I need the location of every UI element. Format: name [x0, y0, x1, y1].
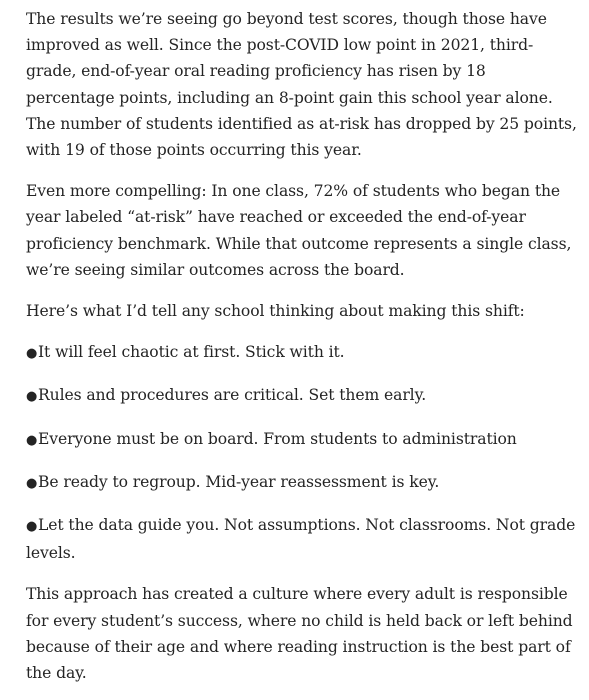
- list-item-text: Let the data guide you. Not assumptions. Not classrooms. Not grade levels.: [26, 516, 576, 563]
- list-item-text: It will feel chaotic at first. Stick with it.: [38, 343, 345, 362]
- bullet-icon: ●: [26, 475, 38, 491]
- paragraph-results: The results we’re seeing go beyond test scores, though those have improved as well. Since the post-COVID low point in 2021, third-grade, end-of-year oral reading proficiency has risen by 18 percentage points, including an 8-point gain this school year alone. The number of students identified as at-risk has dropped by 25 points, with 19 of those points occurring this year.: [26, 10, 577, 160]
- bullet-icon: ●: [26, 432, 38, 448]
- list-item: [26, 339, 577, 367]
- paragraph-compelling: Even more compelling: In one class, 72% of students who began the year labeled “at-risk” have reached or exceeded the end-of-year proficiency benchmark. While that outcome represents a single class, we’re seeing similar outcomes across the board.: [26, 182, 572, 279]
- list-item-text: Be ready to regroup. Mid-year reassessment is key.: [38, 472, 440, 491]
- paragraph-advice-intro: Here’s what I’d tell any school thinking about making this shift:: [26, 302, 525, 321]
- bullet-icon: ●: [26, 389, 38, 405]
- paragraph-culture: This approach has created a culture where every adult is responsible for every student’s success, where no child is held back or left behind because of their age and where reading instruction is the best part of the day.: [26, 585, 573, 683]
- list-item-text: Everyone must be on board. From students to administration: [38, 429, 517, 448]
- list-item: [26, 426, 577, 454]
- bullet-icon: ●: [26, 519, 38, 535]
- list-item: [26, 382, 577, 410]
- list-item: [26, 512, 577, 566]
- bullet-icon: ●: [26, 346, 38, 362]
- list-item-text: Rules and procedures are critical. Set them early.: [38, 386, 427, 405]
- list-item: [26, 469, 577, 497]
